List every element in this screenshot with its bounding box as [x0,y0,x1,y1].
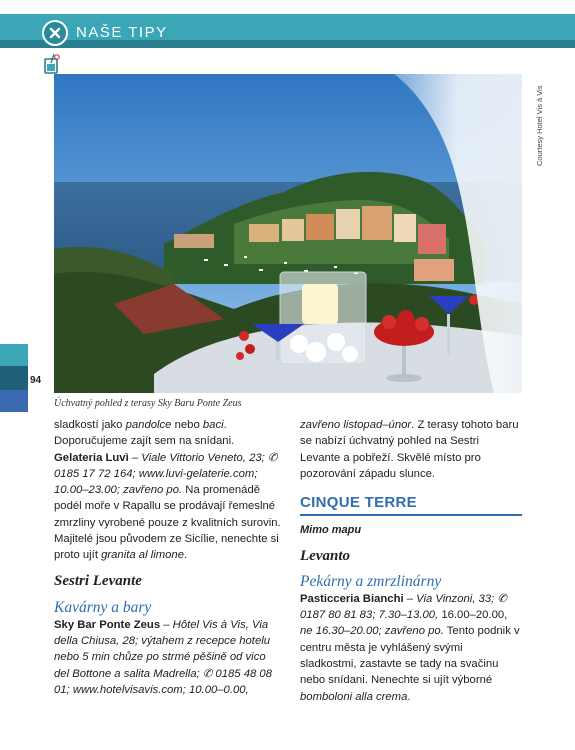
skybar-entry [54,617,282,698]
intro-paragraph: sladkostí jako pandolce nebo baci. Doporučujeme zajít sem na snídani. [54,419,235,448]
gelateria-entry: Gelateria Luvì – Viale Vittorio Veneto, 23; ✆ 0185 17 72 164; www.luvi-gelaterie.com; 10.00–23.00; zavřeno po. Na promenádě podél moře v Rapallu se prodávají řemeslné zmrzliny vyrobené pouze z kvalitních surovin. Majitelé jsou původem ze Sicílie, nenechte si proto ujít granita al limone. [54,451,281,562]
gelateria-name: Gelateria Luvì [54,451,129,464]
skybar-details: – Hôtel Vis à Vis, Via della Chiusa, 28; výtahem z recepce hotelu nebo 5 min chůze po strmé pěšině od vico del Bottone a salita Madrella; ✆ 0185 48 08 01; www.hotelvisavis.com; 10.00–0.00, [54,618,272,696]
category-heading-bakeries: Pekárny a zmrzlinárny [300,572,442,590]
skybar-continued: zavřeno listopad–únor. Z terasy tohoto baru se nabízí úchvatný pohled na Sestri Levante a pobřeží. Skvělé místo pro pozorování západu slunce. [300,419,519,480]
photo-caption: Úchvatný pohled z terasy Sky Baru Ponte Zeus [54,398,242,409]
map-note: Mimo mapu [300,524,362,537]
pasticceria-name: Pasticceria Bianchi [300,592,404,605]
category-heading-cafes: Kavárny a bary [54,598,152,616]
right-column [300,417,522,705]
location-heading-sestri: Sestri Levante [54,572,142,589]
skybar-name: Sky Bar Ponte Zeus [54,618,161,631]
header-bar [0,0,575,48]
region-heading: CINQUE TERRE [300,495,522,516]
page-number: 94 [30,375,42,386]
pasticceria-entry: Pasticceria Bianchi – Via Vinzoni, 33; ✆ 0187 80 81 83; 7.30–13.00, 16.00–20.00, ne 16.30–20.00; zavřeno po. Tento podnik v centru města je vyhlášený svými sladkostmi, zastavte se tady na svačinu nebo snídani. Nenechte si ujít výborné bomboloni alla crema. [300,592,520,703]
terrace-view-photo [54,74,522,393]
close-x-icon [42,20,68,46]
photo-credit: Courtesy Hotel Vis à Vis [535,85,544,166]
chapter-tab-middle [0,366,28,390]
location-heading-levanto: Levanto [300,547,350,564]
gelateria-address: – Viale Vittorio Veneto, 23; ✆ 0185 17 72 164; www.luvi-gelaterie.com; 10.00–23.00; zavřeno po. [54,451,278,497]
drink-glass-icon [42,53,62,75]
chapter-tab-top [0,344,28,366]
left-column [54,417,282,698]
chapter-tab-bottom [0,390,28,412]
section-title: NAŠE TIPY [76,24,168,41]
header-stripe [0,40,575,48]
chapter-tab [0,344,28,412]
